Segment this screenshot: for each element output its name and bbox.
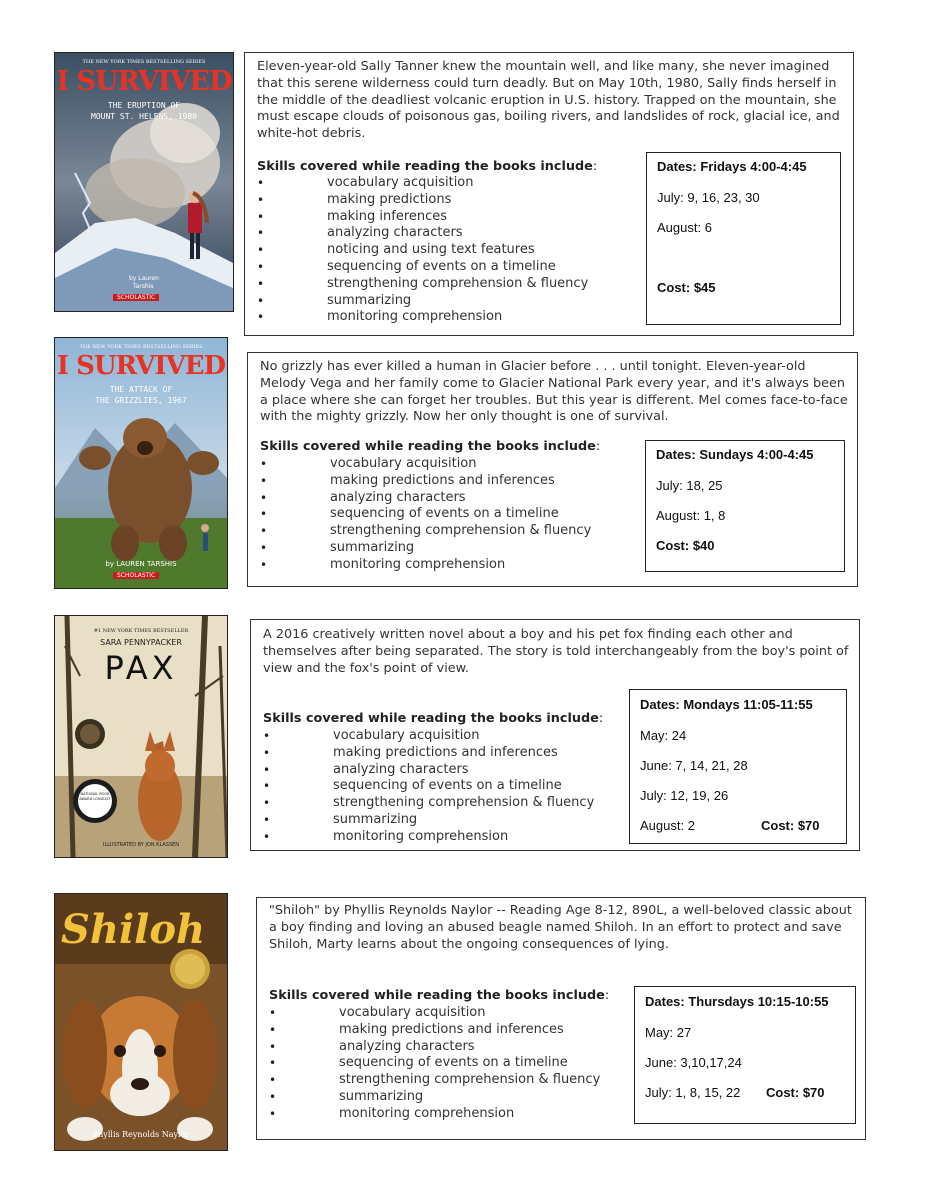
book-description-box	[244, 52, 854, 336]
cover-title: I SURVIVED	[56, 351, 226, 381]
skills-heading: Skills covered while reading the books include:	[260, 439, 601, 454]
list-item: • analyzing characters	[257, 225, 588, 242]
list-item: • analyzing characters	[269, 1039, 600, 1056]
list-item: • strengthening comprehension & fluency	[257, 276, 588, 293]
schedule-box	[634, 986, 856, 1124]
list-item: • making predictions and inferences	[263, 745, 594, 762]
skills-heading: Skills covered while reading the books include:	[263, 711, 604, 726]
list-item: • monitoring comprehension	[263, 829, 594, 846]
schedule-date: June: 7, 14, 21, 28	[640, 758, 748, 773]
cover-title: Shiloh	[61, 906, 206, 953]
list-item: • noticing and using text features	[257, 242, 588, 259]
schedule-date: July: 18, 25	[656, 478, 723, 493]
schedule-date: June: 3,10,17,24	[645, 1055, 742, 1070]
list-item: • sequencing of events on a timeline	[257, 259, 588, 276]
skills-heading: Skills covered while reading the books include:	[269, 988, 610, 1003]
book-cover-pax	[54, 615, 228, 858]
schedule-header: Dates: Sundays 4:00-4:45	[656, 447, 814, 462]
cover-author-line1: by Lauren	[129, 275, 159, 282]
schedule-header: Dates: Mondays 11:05-11:55	[640, 697, 813, 712]
book-blurb: "Shiloh" by Phyllis Reynolds Naylor -- Reading Age 8-12, 890L, a well-beloved classic about a boy finding and loving an abused beagle named Shiloh. In an effort to protect and save Shiloh, Marty learns about the ongoing consequences of lying.	[269, 903, 852, 952]
schedule-date: August: 2	[640, 818, 695, 833]
book-description-box	[247, 352, 858, 587]
list-item: • sequencing of events on a timeline	[263, 778, 594, 795]
cover-author: SARA PENNYPACKER	[100, 638, 182, 647]
list-item: • summarizing	[260, 540, 591, 557]
list-item: • vocabulary acquisition	[257, 175, 588, 192]
cover-publisher: SCHOLASTIC	[113, 572, 159, 579]
schedule-date: July: 12, 19, 26	[640, 788, 729, 803]
book-cover-i-survived-grizzlies	[54, 337, 228, 589]
cost-label: Cost: $40	[656, 538, 715, 553]
cover-subtitle-line1: THE ERUPTION OF	[107, 101, 181, 110]
cover-publisher: SCHOLASTIC	[113, 294, 159, 301]
schedule-date: July: 1, 8, 15, 22	[645, 1085, 741, 1100]
list-item: • monitoring comprehension	[257, 309, 588, 326]
skills-list	[257, 175, 588, 326]
cover-series-tag: THE NEW YORK TIMES BESTSELLING SERIES	[79, 344, 203, 350]
list-item: • vocabulary acquisition	[269, 1005, 600, 1022]
skills-list	[263, 728, 594, 846]
schedule-date: August: 6	[657, 220, 712, 235]
skills-heading: Skills covered while reading the books include:	[257, 159, 598, 174]
book-cover-shiloh	[54, 893, 228, 1151]
book-blurb: No grizzly has ever killed a human in Glacier before . . . until tonight. Eleven-year-old Melody Vega and her family come to Glacier National Park every year, and it's always been a place where she can forget her troubles. But this year is different. Mel comes face-to-face with the mighty grizzly. Now her only thought is one of survival.	[260, 359, 848, 425]
cover-subtitle-line2: MOUNT ST. HELENS, 1980	[91, 112, 197, 121]
cost-label: Cost: $70	[766, 1085, 825, 1100]
list-item: • analyzing characters	[263, 762, 594, 779]
list-item: • vocabulary acquisition	[260, 456, 591, 473]
schedule-box	[629, 689, 847, 844]
schedule-date: May: 24	[640, 728, 687, 743]
list-item: • making predictions	[257, 192, 588, 209]
skills-list	[260, 456, 591, 574]
schedule-date: August: 1, 8	[656, 508, 726, 523]
list-item: • summarizing	[257, 293, 588, 310]
cover-subtitle-line2: THE GRIZZLIES, 1967	[95, 396, 187, 405]
schedule-box	[646, 152, 841, 325]
schedule-header: Dates: Fridays 4:00-4:45	[657, 159, 807, 174]
list-item: • analyzing characters	[260, 490, 591, 507]
list-item: • sequencing of events on a timeline	[260, 506, 591, 523]
book-blurb: Eleven-year-old Sally Tanner knew the mountain well, and like many, she never imagined that this serene wilderness could turn deadly. But on May 10th, 1980, Sally finds herself in the middle of the deadliest volcanic eruption in U.S. history. Trapped on the mountain, she must escape clouds of poisonous gas, boiling rivers, and landslides of rock, glacial ice, and white-hot debris.	[257, 59, 840, 142]
book-description-box	[256, 897, 866, 1140]
schedule-date: July: 9, 16, 23, 30	[657, 190, 760, 205]
cost-label: Cost: $45	[657, 280, 716, 295]
list-item: • monitoring comprehension	[260, 557, 591, 574]
list-item: • strengthening comprehension & fluency	[269, 1072, 600, 1089]
list-item: • vocabulary acquisition	[263, 728, 594, 745]
list-item: • making predictions and inferences	[269, 1022, 600, 1039]
list-item: • summarizing	[269, 1089, 600, 1106]
schedule-box	[645, 440, 845, 572]
cover-title: PAX	[104, 649, 178, 687]
schedule-header: Dates: Thursdays 10:15-10:55	[645, 994, 829, 1009]
list-item: • making predictions and inferences	[260, 473, 591, 490]
list-item: • summarizing	[263, 812, 594, 829]
cover-author: Phyllis Reynolds Naylor	[92, 1130, 190, 1139]
cover-series-tag: #1 NEW YORK TIMES BESTSELLER	[93, 628, 189, 634]
list-item: • sequencing of events on a timeline	[269, 1055, 600, 1072]
cover-series-tag: THE NEW YORK TIMES BESTSELLING SERIES	[82, 59, 206, 65]
list-item: • strengthening comprehension & fluency	[260, 523, 591, 540]
book-cover-i-survived-mt-st-helens	[54, 52, 234, 312]
award-seal: NATIONAL BOOK AWARD LONGLIST	[79, 792, 111, 801]
schedule-date: May: 27	[645, 1025, 692, 1040]
book-blurb: A 2016 creatively written novel about a boy and his pet fox finding each other and themselves after being separated. The story is told interchangeably from the boy's point of view and the fox's point of view.	[263, 627, 849, 676]
skills-list	[269, 1005, 600, 1123]
cover-author: by LAUREN TARSHIS	[105, 560, 177, 568]
book-description-box	[250, 619, 860, 851]
list-item: • strengthening comprehension & fluency	[263, 795, 594, 812]
cover-illustrator: ILLUSTRATED BY JON KLASSEN	[102, 842, 180, 848]
list-item: • monitoring comprehension	[269, 1106, 600, 1123]
list-item: • making inferences	[257, 209, 588, 226]
cover-title: I SURVIVED	[56, 66, 232, 97]
cover-author-line2: Tarshis	[133, 283, 154, 290]
cost-label: Cost: $70	[761, 818, 820, 833]
cover-subtitle-line1: THE ATTACK OF	[109, 385, 173, 394]
